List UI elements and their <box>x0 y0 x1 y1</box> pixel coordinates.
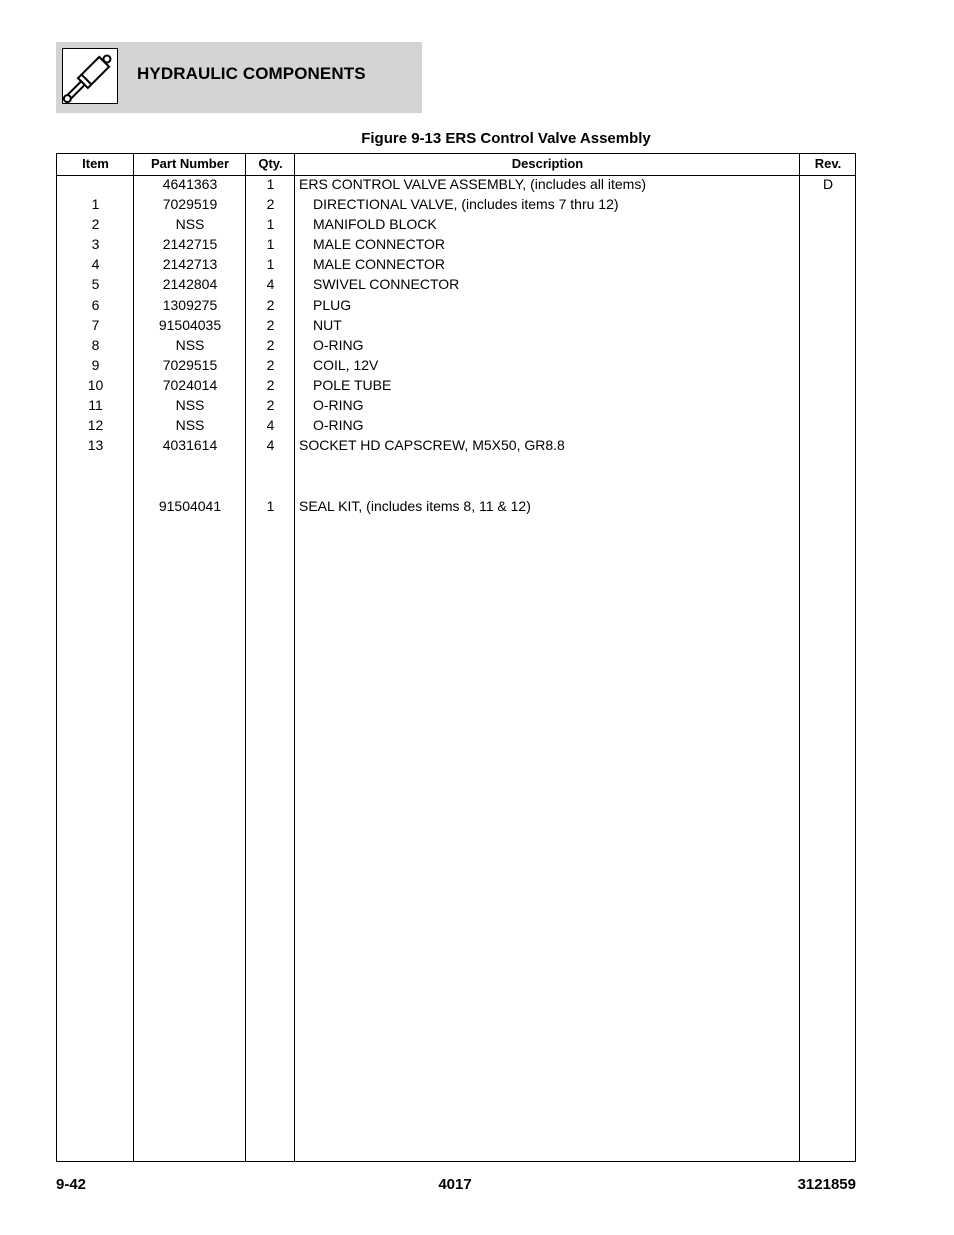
quantity: 2 <box>266 337 275 353</box>
description: SOCKET HD CAPSCREW, M5X50, GR8.8 <box>299 437 565 453</box>
item-number: 13 <box>87 437 104 453</box>
table-row <box>57 274 855 294</box>
description: O-RING <box>313 397 364 413</box>
table-row <box>57 496 855 516</box>
column-header-description: Description <box>511 156 584 171</box>
table-row <box>57 355 855 375</box>
table-row <box>57 435 855 455</box>
item-number: 11 <box>88 397 103 413</box>
part-number: 4031614 <box>162 437 218 453</box>
revision <box>800 214 856 234</box>
item-number: 6 <box>91 297 100 313</box>
part-number: NSS <box>175 417 205 433</box>
quantity: 4 <box>266 276 275 292</box>
section-title: HYDRAULIC COMPONENTS <box>137 64 366 83</box>
revision <box>800 274 856 294</box>
description: MALE CONNECTOR <box>313 256 445 272</box>
column-header-item: Item <box>82 156 109 171</box>
description: O-RING <box>313 417 364 433</box>
description: ERS CONTROL VALVE ASSEMBLY, (includes all items) <box>299 176 647 192</box>
quantity: 4 <box>266 437 275 453</box>
part-number: NSS <box>175 397 205 413</box>
item-number: 2 <box>91 216 100 232</box>
item-number <box>57 496 134 516</box>
description: MANIFOLD BLOCK <box>313 216 437 232</box>
quantity: 1 <box>266 498 275 514</box>
item-number: 9 <box>91 357 100 373</box>
description: O-RING <box>313 337 364 353</box>
table-row <box>57 254 855 274</box>
page-number: 9-42 <box>56 1176 87 1193</box>
part-number: 2142804 <box>162 276 218 292</box>
item-number: 5 <box>91 276 100 292</box>
description: COIL, 12V <box>313 357 379 373</box>
table-row <box>57 375 855 395</box>
item-number: 3 <box>91 236 100 252</box>
description: SWIVEL CONNECTOR <box>313 276 460 292</box>
figure-title: Figure 9-13 ERS Control Valve Assembly <box>361 130 651 147</box>
table-row <box>57 194 855 214</box>
description: POLE TUBE <box>313 377 392 393</box>
part-number: 7029519 <box>162 196 218 212</box>
part-number: 4641363 <box>162 176 218 192</box>
item-number: 1 <box>91 196 100 212</box>
revision <box>800 415 856 435</box>
revision <box>800 315 856 335</box>
quantity: 2 <box>266 377 275 393</box>
table-row <box>57 395 855 415</box>
description: NUT <box>313 317 342 333</box>
part-number: 91504041 <box>158 498 222 514</box>
item-number: 7 <box>91 317 100 333</box>
description: PLUG <box>313 297 352 313</box>
item-number <box>57 174 134 194</box>
part-number: 7029515 <box>162 357 218 373</box>
quantity: 2 <box>266 297 275 313</box>
quantity: 4 <box>266 417 275 433</box>
column-header-qty: Qty. <box>258 156 283 171</box>
document-number: 3121859 <box>797 1176 856 1193</box>
revision <box>800 234 856 254</box>
quantity: 2 <box>266 317 275 333</box>
revision <box>800 355 856 375</box>
item-number: 10 <box>87 377 104 393</box>
quantity: 1 <box>266 236 275 252</box>
table-row <box>57 214 855 234</box>
part-number: 1309275 <box>162 297 218 313</box>
quantity: 2 <box>266 196 275 212</box>
part-number: 2142713 <box>162 256 218 272</box>
revision <box>800 295 856 315</box>
table-row <box>57 315 855 335</box>
column-header-part-number: Part Number <box>150 156 230 171</box>
part-number: NSS <box>175 216 205 232</box>
item-number: 8 <box>91 337 100 353</box>
model-number: 4017 <box>438 1176 472 1193</box>
description: SEAL KIT, (includes items 8, 11 & 12) <box>299 498 531 514</box>
revision <box>800 435 856 455</box>
table-row <box>57 295 855 315</box>
table-row <box>57 335 855 355</box>
part-number: 91504035 <box>158 317 222 333</box>
description: DIRECTIONAL VALVE, (includes items 7 thru 12) <box>313 196 619 212</box>
quantity: 2 <box>266 397 275 413</box>
parts-table <box>56 153 856 1162</box>
revision <box>800 395 856 415</box>
revision <box>800 335 856 355</box>
part-number: 2142715 <box>162 236 218 252</box>
revision <box>800 496 856 516</box>
table-row <box>57 234 855 254</box>
part-number: NSS <box>175 337 205 353</box>
part-number: 7024014 <box>162 377 218 393</box>
quantity: 1 <box>266 176 275 192</box>
description: MALE CONNECTOR <box>313 236 445 252</box>
quantity: 2 <box>266 357 275 373</box>
quantity: 1 <box>266 256 275 272</box>
revision <box>800 254 856 274</box>
revision <box>800 194 856 214</box>
table-row <box>57 174 855 194</box>
quantity: 1 <box>266 216 275 232</box>
item-number: 12 <box>87 417 104 433</box>
revision: D <box>822 176 834 192</box>
table-row <box>57 415 855 435</box>
revision <box>800 375 856 395</box>
column-header-rev: Rev. <box>814 156 842 171</box>
hydraulic-cylinder-icon <box>62 48 118 104</box>
item-number: 4 <box>91 256 100 272</box>
